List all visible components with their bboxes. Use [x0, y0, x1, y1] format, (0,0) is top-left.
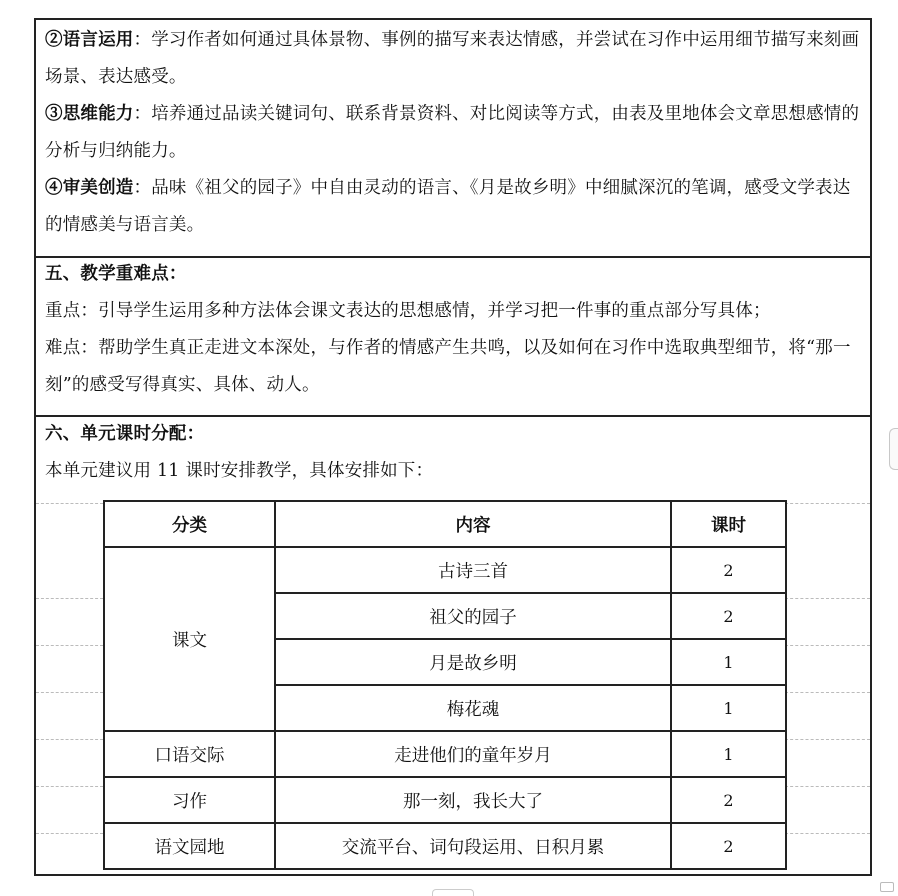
- table-row: [104, 823, 786, 869]
- objective-aesthetic: [45, 170, 862, 244]
- row-content: 祖父的园子: [275, 593, 671, 639]
- guide-line: [36, 739, 103, 740]
- section5-heading: 五、教学重难点：: [45, 264, 187, 284]
- document-frame: [34, 18, 872, 876]
- schedule-table: [103, 500, 787, 870]
- row-hours: 1: [671, 639, 786, 685]
- row-category: 语文园地: [104, 823, 275, 869]
- row-category: 习作: [104, 777, 275, 823]
- guide-line: [36, 503, 103, 504]
- guide-line: [36, 692, 103, 693]
- schedule-section: [45, 416, 862, 490]
- objective-aesthetic-label: ④审美创造: [45, 178, 134, 198]
- row-hours: 2: [671, 777, 786, 823]
- table-row: [104, 777, 786, 823]
- objectives-section: [45, 22, 862, 244]
- guide-line: [36, 786, 103, 787]
- guide-line: [785, 692, 870, 693]
- guide-line: [36, 833, 103, 834]
- guide-line: [785, 645, 870, 646]
- row-content: 走进他们的童年岁月: [275, 731, 671, 777]
- objective-aesthetic-text: ：品味《祖父的园子》中自由灵动的语言、《月是故乡明》中细腻深沉的笔调，感受文学表达的情感美与语言美。: [45, 178, 851, 235]
- table-header-row: [104, 501, 786, 547]
- objective-thinking-text: ：培养通过品读关键词句、联系背景资料、对比阅读等方式，由表及里地体会文章思想感情的分析与归纳能力。: [45, 104, 860, 161]
- header-content: 内容: [275, 501, 671, 547]
- row-content: 月是故乡明: [275, 639, 671, 685]
- row-hours: 1: [671, 685, 786, 731]
- guide-line: [36, 645, 103, 646]
- objective-language-text: ：学习作者如何通过具体景物、事例的描写来表达情感，并尝试在习作中运用细节描写来刻画场景、表达感受。: [45, 30, 860, 87]
- page-scroll-marker: [432, 889, 474, 896]
- guide-line: [785, 598, 870, 599]
- key-point: 重点：引导学生运用多种方法体会课文表达的思想感情，并学习把一件事的重点部分写具体；: [45, 301, 771, 321]
- header-category: 分类: [104, 501, 275, 547]
- schedule-intro: 本单元建议用 11 课时安排教学，具体安排如下：: [45, 461, 434, 481]
- objective-thinking: [45, 96, 862, 170]
- row-hours: 2: [671, 593, 786, 639]
- objective-language: [45, 22, 862, 96]
- header-hours: 课时: [671, 501, 786, 547]
- row-hours: 2: [671, 547, 786, 593]
- objective-language-label: ②语言运用: [45, 30, 134, 50]
- objective-thinking-label: ③思维能力: [45, 104, 134, 124]
- table-row: [104, 547, 786, 593]
- key-difficult-section: [45, 256, 862, 404]
- corner-resize-icon[interactable]: [880, 882, 894, 892]
- row-content: 梅花魂: [275, 685, 671, 731]
- row-content: 古诗三首: [275, 547, 671, 593]
- row-hours: 1: [671, 731, 786, 777]
- guide-line: [785, 503, 870, 504]
- row-content: 交流平台、词句段运用、日积月累: [275, 823, 671, 869]
- row-content: 那一刻，我长大了: [275, 777, 671, 823]
- row-hours: 2: [671, 823, 786, 869]
- table-row: [104, 731, 786, 777]
- guide-line: [785, 786, 870, 787]
- category-texts: 课文: [104, 547, 275, 731]
- side-panel-handle[interactable]: [889, 428, 898, 470]
- guide-line: [785, 833, 870, 834]
- guide-line: [785, 739, 870, 740]
- section6-heading: 六、单元课时分配：: [45, 424, 205, 444]
- row-category: 口语交际: [104, 731, 275, 777]
- guide-line: [36, 598, 103, 599]
- difficult-point: 难点：帮助学生真正走进文本深处，与作者的情感产生共鸣，以及如何在习作中选取典型细节，将“那一刻”的感受写得真实、具体、动人。: [45, 338, 851, 395]
